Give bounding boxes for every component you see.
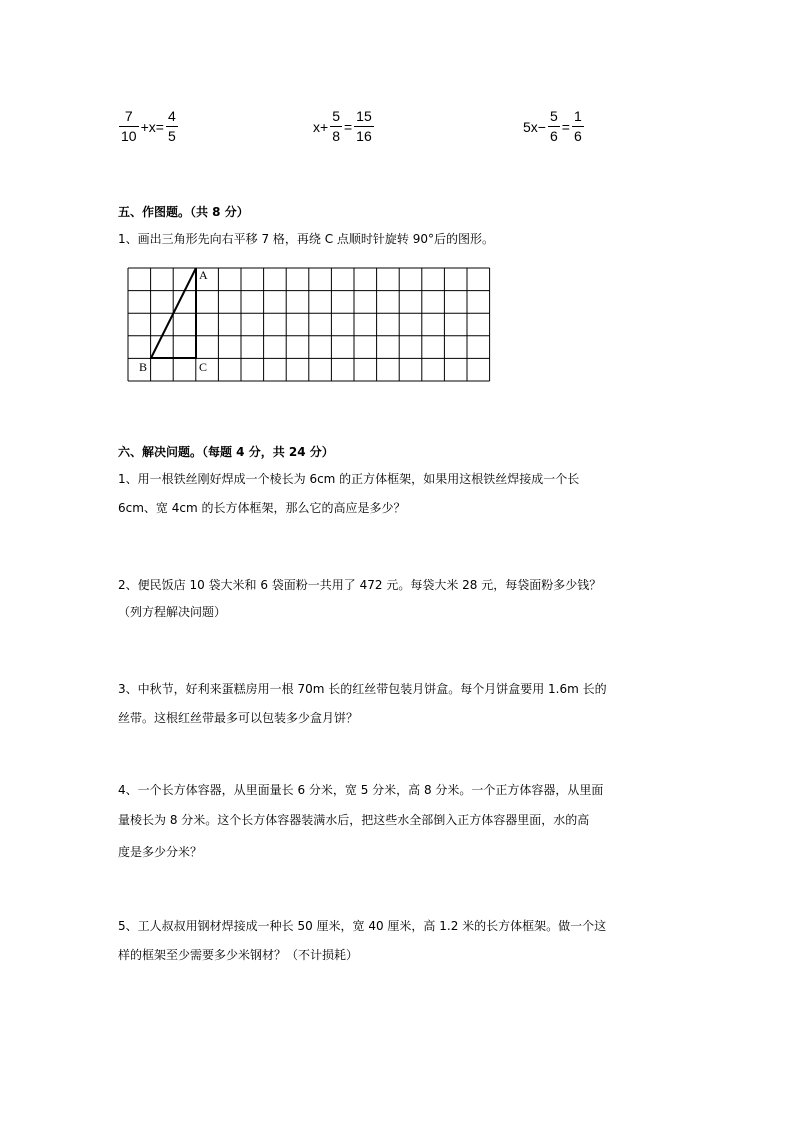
question-line: 丝带。这根红丝带最多可以包装多少盒月饼？ — [118, 711, 359, 725]
operator: +x= — [140, 118, 164, 135]
question-line: 量棱长为 8 分米。这个长方体容器装满水后，把这些水全部倒入正方体容器里面，水的高 — [118, 813, 590, 827]
numerator: 5 — [549, 108, 558, 124]
vertex-label-a: A — [199, 268, 208, 282]
denominator: 8 — [332, 128, 340, 144]
vertex-label-c: C — [199, 360, 208, 374]
numerator: 4 — [167, 108, 176, 124]
question-line: 1、用一根铁丝刚好焊成一个棱长为 6cm 的正方体框架，如果用这根铁丝焊接成一个长 — [118, 472, 580, 486]
denominator: 10 — [121, 128, 137, 144]
question-line: 度是多少分米？ — [118, 845, 203, 859]
operator: 5x− — [523, 118, 546, 135]
denominator: 16 — [356, 128, 372, 144]
question-line: 样的框架至少需要多少米钢材？（不计损耗） — [118, 948, 359, 962]
question-line: 4、一个长方体容器，从里面量长 6 分米，宽 5 分米，高 8 分米。一个正方体容器，从里面 — [118, 783, 604, 797]
numerator: 5 — [332, 108, 340, 124]
question-line: 5、工人叔叔用钢材焊接成一种长 50 厘米，宽 40 厘米，高 1.2 米的长方体框架。做一个这 — [118, 919, 607, 933]
question-line: 2、便民饭店 10 袋大米和 6 袋面粉一共用了 472 元。每袋大米 28 元，每袋面粉多少钱？ — [118, 578, 602, 592]
triangle-grid-figure — [0, 0, 794, 420]
grid-lines — [128, 268, 490, 381]
section-heading: 五、作图题。（共 8 分） — [118, 205, 249, 219]
denominator: 6 — [573, 128, 582, 144]
operator: = — [561, 118, 570, 135]
question-line: 6cm、宽 4cm 的长方体框架，那么它的高应是多少？ — [118, 501, 406, 515]
numerator: 7 — [124, 108, 133, 124]
section-heading: 六、解决问题。（每题 4 分，共 24 分） — [118, 445, 334, 459]
numerator: 15 — [356, 108, 372, 124]
question-line: （列方程解决问题） — [118, 605, 227, 619]
denominator: 6 — [549, 128, 558, 144]
denominator: 5 — [167, 128, 176, 144]
operator: = — [343, 118, 353, 135]
numerator: 1 — [573, 108, 582, 124]
question-line: 3、中秋节，好利来蛋糕房用一根 70m 长的红丝带包装月饼盒。每个月饼盒要用 1.6m 长的 — [118, 682, 607, 696]
operator: x+ — [313, 118, 329, 135]
question-text: 1、画出三角形先向右平移 7 格，再绕 C 点顺时针旋转 90°后的图形。 — [118, 232, 494, 246]
vertex-label-b: B — [139, 360, 148, 374]
